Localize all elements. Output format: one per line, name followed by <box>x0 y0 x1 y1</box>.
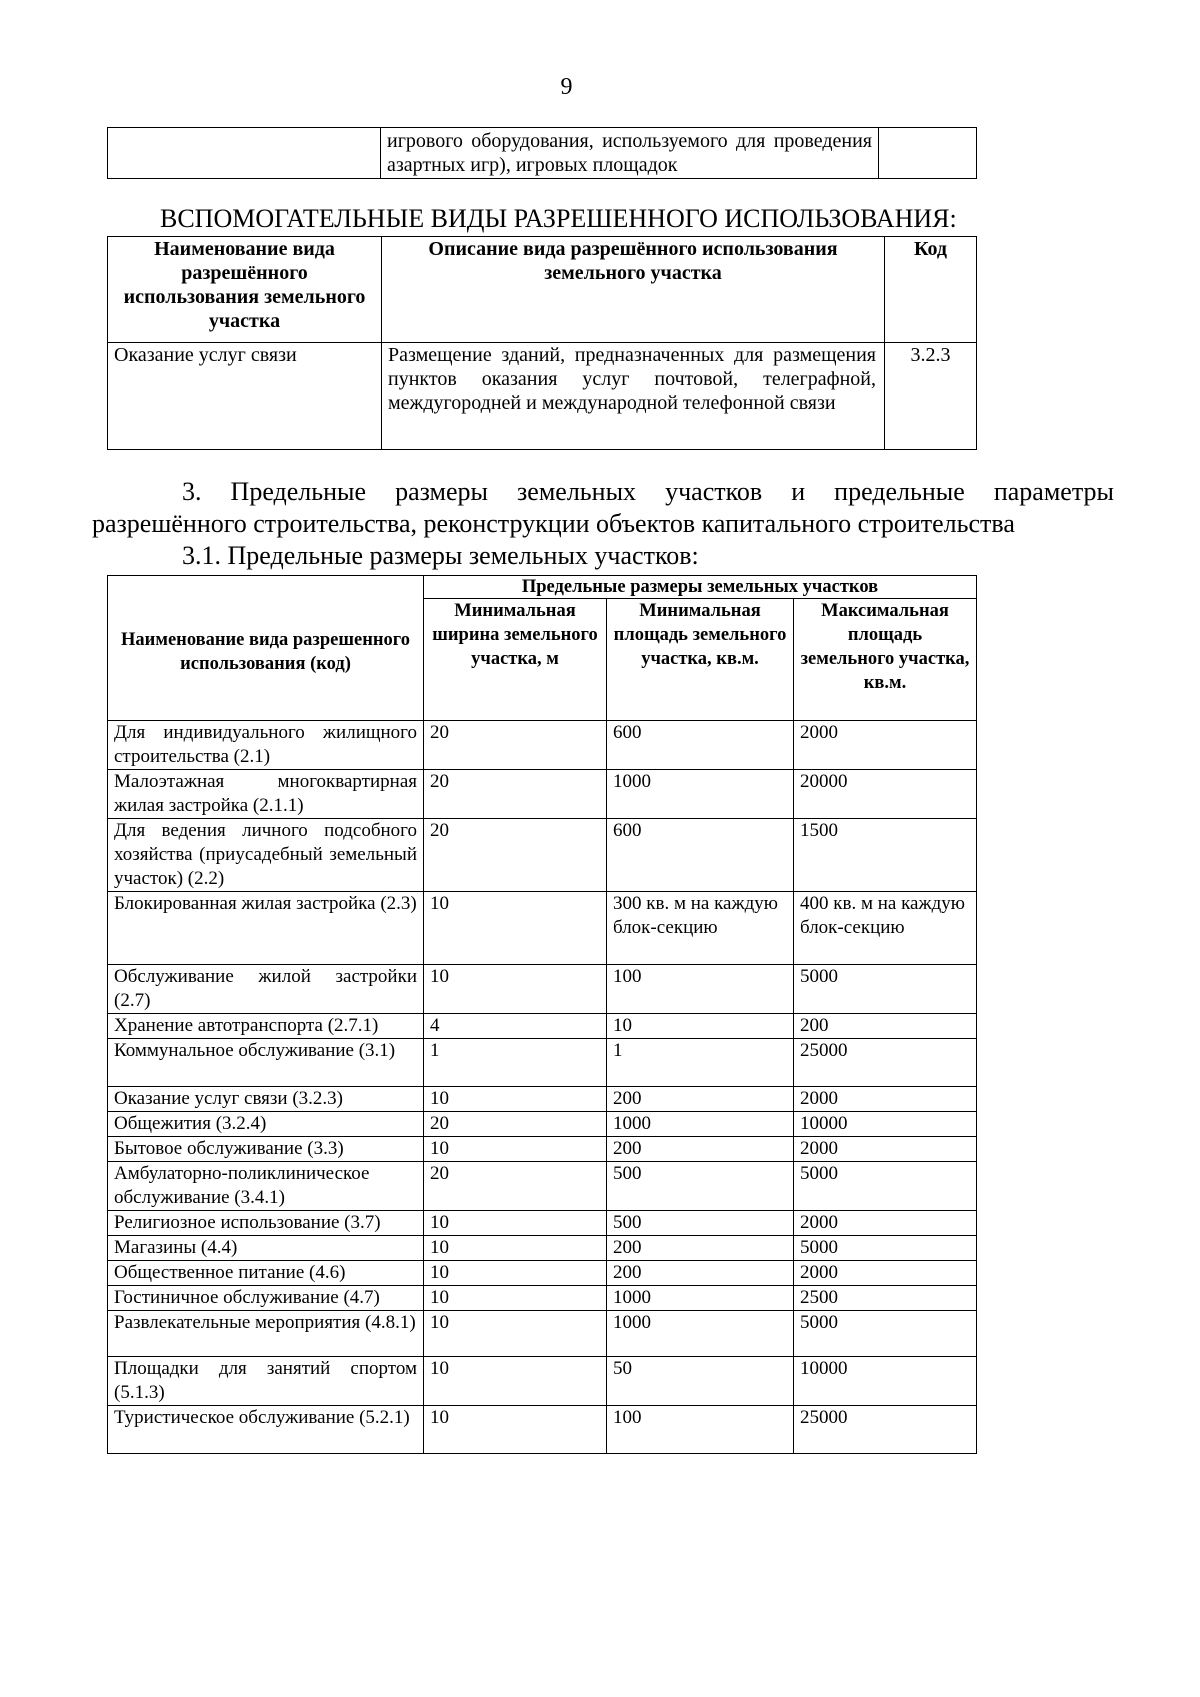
table-row <box>108 892 977 965</box>
min-width: 10 <box>424 892 607 965</box>
use-name: Общежития (3.2.4) <box>108 1112 424 1137</box>
max-area: 10000 <box>794 1357 977 1406</box>
table-row <box>108 721 977 770</box>
min-area: 500 <box>607 1162 794 1211</box>
header-desc: Описание вида разрешённого использования земельного участка <box>382 237 885 343</box>
use-name: Для индивидуального жилищного строительства (2.1) <box>108 721 424 770</box>
max-area: 5000 <box>794 965 977 1014</box>
table-row <box>108 1357 977 1406</box>
table-row <box>108 1162 977 1211</box>
group-header: Предельные размеры земельных участков <box>424 576 977 599</box>
use-name: Блокированная жилая застройка (2.3) <box>108 892 424 965</box>
min-width: 1 <box>424 1039 607 1087</box>
min-area: 1000 <box>607 1112 794 1137</box>
use-name: Амбулаторно-поликлиническое обслуживание (3.4.1) <box>108 1162 424 1211</box>
table-row <box>108 1286 977 1311</box>
header-code: Код <box>885 237 977 343</box>
table-row <box>108 1137 977 1162</box>
max-area: 2000 <box>794 721 977 770</box>
max-area: 2000 <box>794 1211 977 1236</box>
min-width: 20 <box>424 721 607 770</box>
use-name: Общественное питание (4.6) <box>108 1261 424 1286</box>
use-name: Для ведения личного подсобного хозяйства (приусадебный земельный участок) (2.2) <box>108 819 424 892</box>
max-area: 10000 <box>794 1112 977 1137</box>
table-row <box>108 1014 977 1039</box>
table-row <box>108 965 977 1014</box>
section-3-title: 3. Предельные размеры земельных участков и предельные параметры разрешённого строительства, реконструкции объектов капитального строительства <box>92 477 1114 538</box>
table-row <box>108 1261 977 1286</box>
max-area: 5000 <box>794 1162 977 1211</box>
min-area: 100 <box>607 965 794 1014</box>
use-name: Развлекательные мероприятия (4.8.1) <box>108 1311 424 1357</box>
header-name: Наименование вида разрешённого использования земельного участка <box>108 237 382 343</box>
max-area: 5000 <box>794 1311 977 1357</box>
table-row <box>108 819 977 892</box>
min-area: 600 <box>607 721 794 770</box>
table-row <box>108 1211 977 1236</box>
section-3-1-title: 3.1. Предельные размеры земельных участков: <box>182 541 699 570</box>
max-area: 5000 <box>794 1236 977 1261</box>
min-width: 10 <box>424 965 607 1014</box>
use-name: Гостиничное обслуживание (4.7) <box>108 1286 424 1311</box>
land-plot-sizes-table: Наименование вида разрешенного использования (код) Предельные размеры земельных участков Минимальная ширина земельного участка, м Минимальная площадь земельного участка, кв.м. Максимальная площадь земельного участка, кв.м. Для индивидуального жилищного строительства (2.1) 20 600 2000 Малоэтажная многоквартирная жилая застройка (2.1.1) 20 1000 20000 Для ведения личного подсобного хозяйства (приусадебный земельный участок) (2.2) 20 600 1500 Блокированная жилая застройка (2.3) 10 300 кв. м на каждую блок-секцию 400 кв. м на каждую блок-секцию Обслуживание жилой застройки (2.7) 10 100 5000 Хранение автотранспорта (2.7.1) 4 10 200 Коммунальное обслуживание (3.1) 1 1 25000 Оказание услуг связи (3.2.3) 10 200 2000 Общежития (3.2.4) 20 1000 10000 Бытовое обслуживание (3.3) 10 200 2000 Амбулаторно-поликлиническое обслуживание (3.4.1) 20 500 5000 Религиозное использование (3.7) 10 500 2000 Магазины (4.4) 10 200 5000 Общественное питание (4.6) 10 200 2000 Гостиничное обслуживание (4.7) 10 1000 2500 Развлекательные мероприятия (4.8.1) 10 1000 5000 Площадки для занятий спортом (5.1.3) 10 50 10000 Туристическое обслуживание (5.2.1) 10 100 25000 <box>107 575 977 1454</box>
table-row <box>108 1039 977 1087</box>
aux-uses-table <box>107 236 977 450</box>
use-name: Туристическое обслуживание (5.2.1) <box>108 1406 424 1454</box>
table-row <box>108 1236 977 1261</box>
min-width: 10 <box>424 1286 607 1311</box>
table-row <box>108 1406 977 1454</box>
use-name: Оказание услуг связи (3.2.3) <box>108 1087 424 1112</box>
min-area: 50 <box>607 1357 794 1406</box>
table-row <box>108 1087 977 1112</box>
min-width: 20 <box>424 1162 607 1211</box>
min-width: 20 <box>424 819 607 892</box>
aux-heading: ВСПОМОГАТЕЛЬНЫЕ ВИДЫ РАЗРЕШЕННОГО ИСПОЛЬЗОВАНИЯ: <box>160 204 957 233</box>
max-area: 2000 <box>794 1137 977 1162</box>
cell-text: игрового оборудования, используемого для проведения азартных игр), игровых площадок <box>381 128 879 179</box>
min-area: 500 <box>607 1211 794 1236</box>
min-area: 600 <box>607 819 794 892</box>
max-area: 2000 <box>794 1087 977 1112</box>
min-area: 200 <box>607 1137 794 1162</box>
use-name: Малоэтажная многоквартирная жилая застройка (2.1.1) <box>108 770 424 819</box>
min-width: 10 <box>424 1137 607 1162</box>
min-width: 10 <box>424 1236 607 1261</box>
min-area: 100 <box>607 1406 794 1454</box>
table-row: Оказание услуг связи Размещение зданий, предназначенных для размещения пунктов оказания услуг почтовой, телеграфной, междугородней и международной телефонной связи 3.2.3 <box>108 343 977 450</box>
max-area: 25000 <box>794 1406 977 1454</box>
use-name: Коммунальное обслуживание (3.1) <box>108 1039 424 1087</box>
use-name: Магазины (4.4) <box>108 1236 424 1261</box>
use-name: Религиозное использование (3.7) <box>108 1211 424 1236</box>
min-area: 200 <box>607 1236 794 1261</box>
min-area: 200 <box>607 1087 794 1112</box>
max-area: 2500 <box>794 1286 977 1311</box>
min-width: 20 <box>424 770 607 819</box>
use-name: Обслуживание жилой застройки (2.7) <box>108 965 424 1014</box>
min-width: 20 <box>424 1112 607 1137</box>
table-row <box>108 1311 977 1357</box>
min-area: 1000 <box>607 770 794 819</box>
max-area: 2000 <box>794 1261 977 1286</box>
header-name: Наименование вида разрешенного использования (код) <box>108 576 424 721</box>
table-row <box>108 770 977 819</box>
min-area: 300 кв. м на каждую блок-секцию <box>607 892 794 965</box>
use-name: Хранение автотранспорта (2.7.1) <box>108 1014 424 1039</box>
max-area: 1500 <box>794 819 977 892</box>
continuation-table <box>107 127 977 179</box>
max-area: 400 кв. м на каждую блок-секцию <box>794 892 977 965</box>
use-name: Бытовое обслуживание (3.3) <box>108 1137 424 1162</box>
max-area: 20000 <box>794 770 977 819</box>
min-width: 10 <box>424 1261 607 1286</box>
min-area: 1000 <box>607 1286 794 1311</box>
page-number: 9 <box>560 74 573 100</box>
min-area: 1000 <box>607 1311 794 1357</box>
min-width: 10 <box>424 1211 607 1236</box>
max-area: 200 <box>794 1014 977 1039</box>
max-area: 25000 <box>794 1039 977 1087</box>
min-area: 1 <box>607 1039 794 1087</box>
min-width: 10 <box>424 1357 607 1406</box>
min-area: 10 <box>607 1014 794 1039</box>
min-width: 10 <box>424 1087 607 1112</box>
table-row <box>108 1112 977 1137</box>
min-width: 4 <box>424 1014 607 1039</box>
use-name: Площадки для занятий спортом (5.1.3) <box>108 1357 424 1406</box>
min-area: 200 <box>607 1261 794 1286</box>
min-width: 10 <box>424 1311 607 1357</box>
min-width: 10 <box>424 1406 607 1454</box>
